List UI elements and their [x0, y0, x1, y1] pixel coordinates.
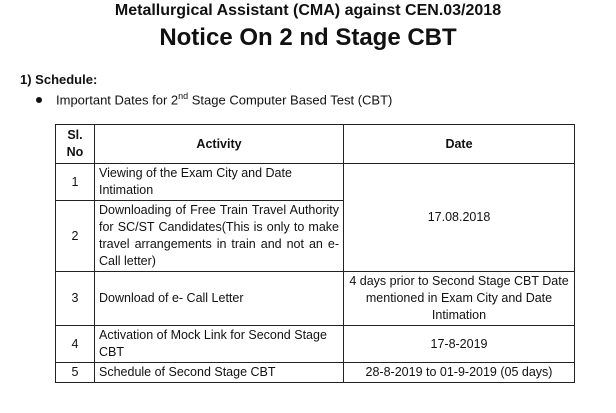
bullet-icon [36, 97, 42, 103]
activity-cell: Schedule of Second Stage CBT [95, 363, 344, 383]
sl-cell: 4 [56, 326, 95, 363]
header-activity: Activity [95, 125, 344, 164]
date-cell: 17-8-2019 [344, 326, 575, 363]
activity-cell: Downloading of Free Train Travel Authority for SC/ST Candidates(This is only to make travel arrangements in train and not an e-Call letter) [95, 201, 344, 272]
table-row [56, 363, 575, 383]
activity-cell: Activation of Mock Link for Second Stage CBT [95, 326, 344, 363]
table-row [56, 326, 575, 363]
schedule-table [55, 124, 575, 383]
section-heading: 1) Schedule: [20, 72, 98, 87]
activity-cell: Download of e- Call Letter [95, 272, 344, 326]
sl-cell: 5 [56, 363, 95, 383]
table-header-row [56, 125, 575, 164]
bullet-text: Important Dates for 2nd Stage Computer Based Test (CBT) [56, 91, 393, 108]
date-cell-merged: 17.08.2018 [344, 164, 575, 272]
bullet-item [36, 91, 392, 107]
header-date: Date [344, 125, 575, 164]
date-cell: 28-8-2019 to 01-9-2019 (05 days) [344, 363, 575, 383]
notice-heading: Notice On 2 nd Stage CBT [159, 24, 457, 51]
header-sl-no: Sl. No [56, 125, 95, 164]
sl-cell: 1 [56, 164, 95, 201]
activity-cell: Viewing of the Exam City and Date Intimation [95, 164, 344, 201]
document-title: Metallurgical Assistant (CMA) against CEN.03/2018 [114, 2, 502, 19]
table-row [56, 164, 575, 201]
sl-cell: 3 [56, 272, 95, 326]
sl-cell: 2 [56, 201, 95, 272]
date-cell: 4 days prior to Second Stage CBT Date mentioned in Exam City and Date Intimation [344, 272, 575, 326]
table-row [56, 272, 575, 326]
